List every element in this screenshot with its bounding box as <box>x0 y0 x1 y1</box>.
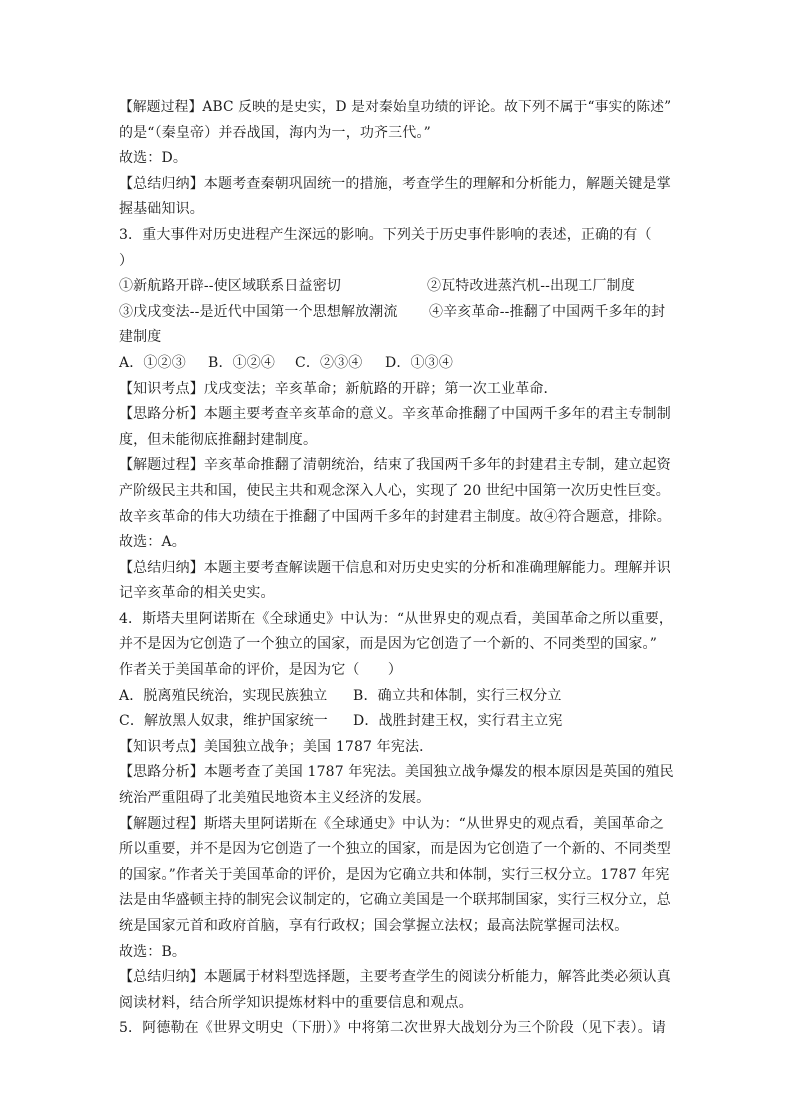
text-line: 故选：A。 <box>119 534 186 551</box>
question-4-stem: 并不是因为它创造了一个独立的国家，而是因为它创造了一个新的、不同类型的国家。” <box>119 636 658 653</box>
text-line: 【总结归纳】本题主要考查解读题干信息和对历史史实的分析和准确理解能力。理解并识 <box>119 559 671 576</box>
statement-2: ②瓦特改进蒸汽机--出现工厂制度 <box>427 278 635 295</box>
text-line: 【总结归纳】本题考查秦朝巩固统一的措施，考查学生的理解和分析能力，解题关键是掌 <box>119 175 671 192</box>
text-line: 【解题过程】斯塔夫里阿诺斯在《全球通史》中认为：“从世界史的观点看，美国革命之 <box>119 815 665 832</box>
option-b: B．①②④ <box>208 354 276 371</box>
question-3-stem-end: ） <box>119 252 134 269</box>
statement-1: ①新航路开辟--使区域联系日益密切 <box>119 278 342 295</box>
text-line: 的是“（秦皇帝）并吞战国，海内为一，功齐三代。” <box>119 124 431 141</box>
text-line: 故选：D。 <box>119 150 187 167</box>
text-line: 统是国家元首和政府首脑，享有行政权；国会掌握立法权；最高法院掌握司法权。 <box>119 918 629 934</box>
question-4-stem: 作者关于美国革命的评价，是因为它（ ） <box>119 662 402 679</box>
text-line: 阅读材料，结合所学知识提炼材料中的重要信息和观点。 <box>119 994 473 1011</box>
text-line: 【解题过程】ABC 反映的是史实，D 是对秦始皇功绩的评论。故下列不属于“事实的陈述” <box>119 99 672 115</box>
text-line: 统治严重阻碍了北美殖民地资本主义经济的发展。 <box>119 790 431 807</box>
question-3-statements-row-1 <box>119 274 679 300</box>
text-line: 所以重要，并不是因为它创造了一个独立的国家，而是因为它创造了一个新的、不同类型 <box>119 841 671 858</box>
text-line: 【知识考点】戊戌变法；辛亥革命；新航路的开辟；第一次工业革命． <box>119 380 558 397</box>
document-page <box>119 95 679 1042</box>
option-a: A．①②③ <box>119 354 186 371</box>
text-line: 【思路分析】本题考查了美国 1787 年宪法。美国独立战争爆发的根本原因是英国的殖民 <box>119 764 674 781</box>
option-c: C．②③④ <box>295 354 363 371</box>
question-5-stem: 5．阿德勒在《世界文明史（下册）》中将第二次世界大战划分为三个阶段（见下表）。请 <box>119 1020 666 1037</box>
text-line: 的国家。”作者关于美国革命的评价，是因为它确立共和体制，实行三权分立。1787 年宪 <box>119 866 670 883</box>
question-3-statements-row-2 <box>119 300 679 326</box>
question-3-options <box>119 351 679 377</box>
text-line: 【知识考点】美国独立战争；美国 1787 年宪法． <box>119 738 434 755</box>
text-line: 【思路分析】本题主要考查辛亥革命的意义。辛亥革命推翻了中国两千多年的君主专制制 <box>119 406 671 423</box>
statement-4-continued: 建制度 <box>119 329 162 346</box>
question-4-stem: 4．斯塔夫里阿诺斯在《全球通史》中认为：“从世界史的观点看，美国革命之所以重要， <box>119 610 674 627</box>
text-line: 【解题过程】辛亥革命推翻了清朝统治，结束了我国两千多年的封建君主专制，建立起资 <box>119 457 671 474</box>
text-line: 法是由华盛顿主持的制宪会议制定的，它确立美国是一个联邦制国家，实行三权分立，总 <box>119 892 671 909</box>
text-line: 产阶级民主共和国，使民主共和观念深入人心，实现了 20 世纪中国第一次历史性巨变。 <box>119 482 670 499</box>
statement-4: ④辛亥革命--推翻了中国两千多年的封 <box>429 303 666 320</box>
text-line: 握基础知识。 <box>119 201 204 218</box>
question-3-stem: 3．重大事件对历史进程产生深远的影响。下列关于历史事件影响的表述，正确的有（ <box>119 226 652 243</box>
text-line: 故选：B。 <box>119 943 187 960</box>
text-line: 故辛亥革命的伟大功绩在于推翻了中国两千多年的封建君主制度。故④符合题意，排除。 <box>119 508 671 525</box>
option-c: C．解放黑人奴隶，维护国家统一 <box>119 713 328 730</box>
statement-3: ③戊戌变法--是近代中国第一个思想解放潮流 <box>119 303 398 320</box>
text-line: 度，但未能彻底推翻封建制度。 <box>119 431 318 448</box>
option-b: B．确立共和体制，实行三权分立 <box>353 687 562 704</box>
text-line: 记辛亥革命的相关史实。 <box>119 585 275 602</box>
option-d: D．战胜封建王权，实行君主立宪 <box>353 713 563 730</box>
question-4-options-row-2 <box>119 709 679 735</box>
text-line: 【总结归纳】本题属于材料型选择题，主要考查学生的阅读分析能力，解答此类必须认真 <box>119 969 671 986</box>
option-d: D．①③④ <box>385 354 453 371</box>
option-a: A．脱离殖民统治，实现民族独立 <box>119 687 328 704</box>
question-4-options-row-1 <box>119 684 679 710</box>
